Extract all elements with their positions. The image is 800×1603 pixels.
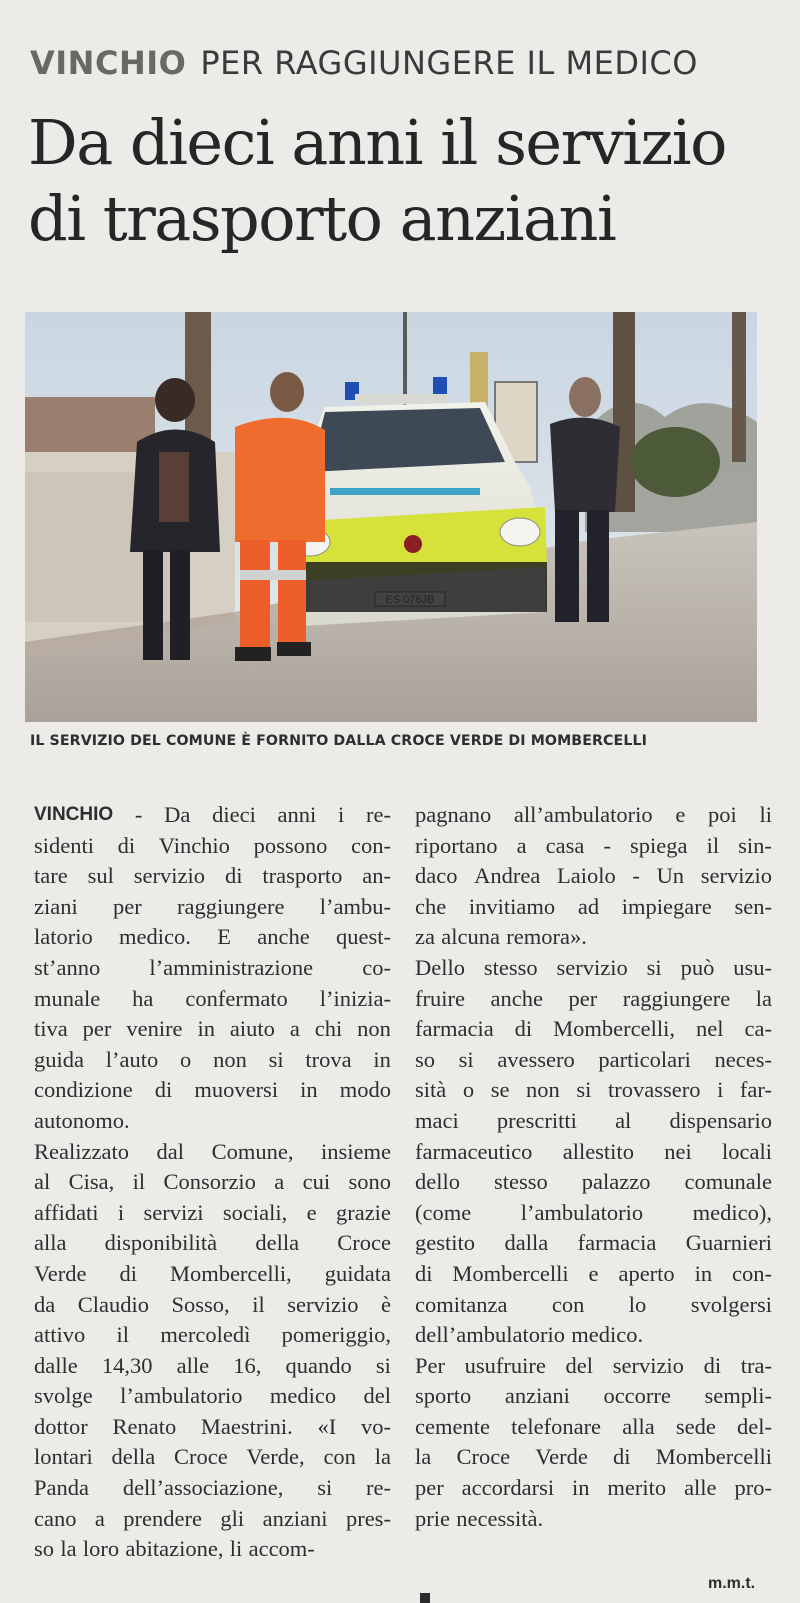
article-line: so la loro abitazione, li accom-	[34, 1536, 315, 1562]
author-signature: m.m.t.	[708, 1575, 756, 1592]
article-line: farmacia di Mombercelli, nel ca-	[415, 1016, 772, 1042]
article-line: cemente telefonare alla sede del-	[415, 1413, 772, 1439]
article-line: autonomo.	[34, 1107, 130, 1133]
kicker-location: VINCHIO	[30, 44, 187, 82]
article-column-left	[34, 800, 391, 1565]
article-line: prie necessità.	[415, 1505, 544, 1531]
article-line: dello stesso palazzo comunale	[415, 1169, 772, 1195]
article-line: sità o se non si trovassero i far-	[415, 1077, 772, 1103]
article-line: st’anno l’amministrazione co-	[34, 954, 391, 980]
article-line: comitanza con lo svolgersi	[415, 1291, 772, 1317]
article-line: Dello stesso servizio si può usu-	[415, 954, 772, 980]
article-line: (come l’ambulatorio medico),	[415, 1199, 772, 1225]
article-photo	[25, 312, 757, 722]
article-line: tare sul servizio di trasporto an-	[34, 863, 391, 889]
article-line: VINCHIO - Da dieci anni i re-	[34, 802, 391, 827]
article-line: di Mombercelli e aperto in con-	[415, 1260, 772, 1286]
article-line: dottor Renato Maestrini. «I vo-	[34, 1413, 391, 1439]
article-line: Verde di Mombercelli, guidata	[34, 1260, 391, 1286]
article-line: fruire anche per raggiungere la	[415, 985, 772, 1011]
article-line: sidenti di Vinchio possono con-	[34, 832, 391, 858]
article-line: daco Andrea Laiolo - Un servizio	[415, 863, 772, 889]
end-mark	[420, 1593, 430, 1603]
kicker	[30, 44, 698, 82]
headline: Da dieci anni il servizio di trasporto anziani	[28, 106, 726, 255]
article-line: maci prescritti al dispensario	[415, 1107, 772, 1133]
article-line: condizione di muoversi in modo	[34, 1077, 391, 1103]
article-line: lontari della Croce Verde, con la	[34, 1444, 391, 1470]
kicker-text: PER RAGGIUNGERE IL MEDICO	[200, 44, 698, 82]
article-line: Panda dell’associazione, si re-	[34, 1475, 391, 1501]
article-line: pagnano all’ambulatorio e poi li	[415, 802, 772, 827]
article-line: sporto anziani occorre sempli-	[415, 1383, 772, 1409]
article-line: latorio medico. E anche quest-	[34, 924, 391, 950]
article-column-right	[415, 800, 772, 1534]
article-line: dalle 14,30 alle 16, quando si	[34, 1352, 391, 1378]
article-line: guida l’auto o non si trova in	[34, 1046, 391, 1072]
photo-caption: IL SERVIZIO DEL COMUNE È FORNITO DALLA CROCE VERDE DI MOMBERCELLI	[30, 733, 648, 749]
article-line: alla disponibilità della Croce	[34, 1230, 391, 1256]
article-line: svolge l’ambulatorio medico del	[34, 1383, 391, 1409]
article-line: che invitiamo ad impiegare sen-	[415, 893, 772, 919]
article-line: Realizzato dal Comune, insieme	[34, 1138, 391, 1164]
article-line: al Cisa, il Consorzio a cui sono	[34, 1169, 391, 1195]
article-line: farmaceutico allestito nei locali	[415, 1138, 772, 1164]
article-line: per accordarsi in merito alle pro-	[415, 1475, 772, 1501]
article-line: la Croce Verde di Mombercelli	[415, 1444, 772, 1470]
article-line: tiva per venire in aiuto a chi non	[34, 1016, 391, 1042]
article-line: gestito dalla farmacia Guarnieri	[415, 1230, 772, 1256]
article-line: za alcuna remora».	[415, 924, 587, 950]
article-line: so si avessero particolari neces-	[415, 1046, 772, 1072]
article-line: ziani per raggiungere l’ambu-	[34, 893, 391, 919]
article-line: munale ha confermato l’inizia-	[34, 985, 391, 1011]
article-line: riportano a casa - spiega il sin-	[415, 832, 772, 858]
article-line: da Claudio Sosso, il servizio è	[34, 1291, 391, 1317]
article-line: Per usufruire del servizio di tra-	[415, 1352, 772, 1378]
article-line: affidati i servizi sociali, e grazie	[34, 1199, 391, 1225]
article-line: dell’ambulatorio medico.	[415, 1322, 644, 1348]
article-line: cano a prendere gli anziani pres-	[34, 1505, 391, 1531]
article-line: attivo il mercoledì pomeriggio,	[34, 1322, 391, 1348]
